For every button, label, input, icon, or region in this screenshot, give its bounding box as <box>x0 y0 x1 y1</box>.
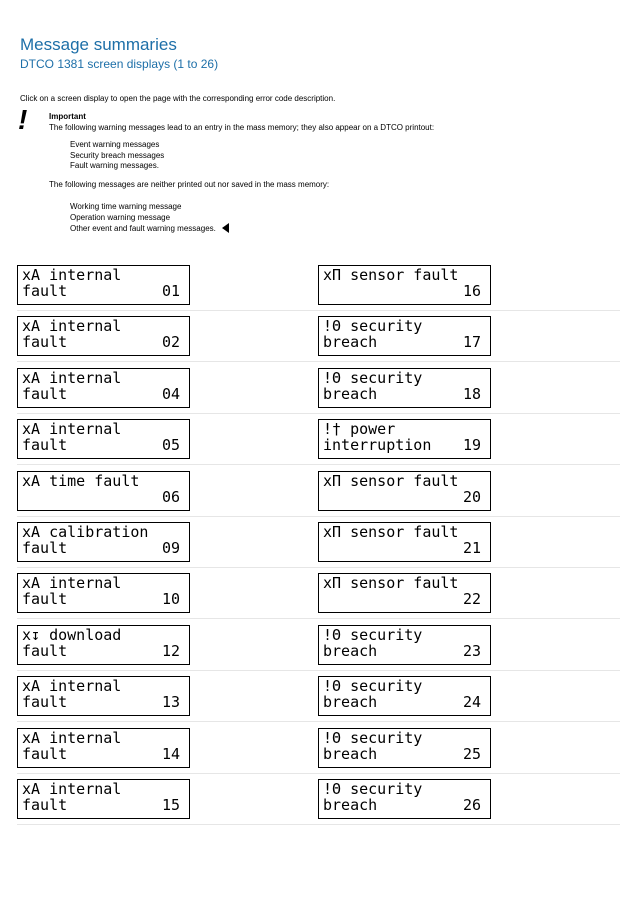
display-line-1: !Θ security <box>323 677 423 696</box>
display-line-1: !Θ security <box>323 368 423 387</box>
display-line-1: !Θ security <box>323 780 423 798</box>
display-code: 02 <box>161 333 180 352</box>
display-line-2-text: fault <box>22 539 68 557</box>
row-divider <box>17 413 620 414</box>
display-line-1: !† power <box>323 420 396 439</box>
display-line-2 <box>323 643 486 659</box>
display-line-1: xΠ sensor fault <box>323 574 459 593</box>
display-line-1: xA calibration <box>22 523 149 541</box>
row-divider <box>17 670 620 671</box>
screen-display-10[interactable] <box>17 573 190 613</box>
row-divider <box>17 464 620 465</box>
display-code: 15 <box>161 796 180 814</box>
display-line-2 <box>22 746 185 762</box>
display-line-2 <box>323 797 486 813</box>
row-divider <box>17 361 620 362</box>
warning-list <box>70 140 164 172</box>
display-code: 21 <box>462 539 481 557</box>
display-line-1: xΠ sensor fault <box>323 471 459 490</box>
screen-display-21[interactable] <box>318 522 491 562</box>
display-code: 17 <box>462 333 481 352</box>
display-line-2 <box>323 489 486 505</box>
list-item: Fault warning messages. <box>70 161 159 170</box>
display-code: 09 <box>161 539 180 557</box>
display-code: 05 <box>161 436 180 455</box>
display-line-2-text: breach <box>323 744 378 763</box>
display-line-2-text: interruption <box>323 436 432 455</box>
list-item: Operation warning message <box>70 212 171 222</box>
display-line-2 <box>323 694 486 710</box>
display-code: 26 <box>462 796 481 814</box>
display-code: 25 <box>462 744 481 763</box>
screen-display-22[interactable] <box>318 573 491 613</box>
display-line-1: xA time fault <box>22 471 140 490</box>
screen-display-19[interactable] <box>318 419 491 459</box>
display-line-1: xA internal <box>22 368 122 387</box>
display-line-1: !Θ security <box>323 317 423 336</box>
list-item <box>70 223 229 235</box>
display-line-2 <box>22 643 185 659</box>
display-line-1: x↧ download <box>22 625 122 644</box>
important-heading: Important <box>49 112 86 121</box>
display-code: 12 <box>161 641 180 660</box>
display-code: 01 <box>161 282 180 300</box>
display-line-1: xΠ sensor fault <box>323 266 459 284</box>
screen-display-12[interactable] <box>17 625 190 665</box>
page-title: Message summaries <box>20 35 177 54</box>
display-code: 24 <box>462 693 481 712</box>
display-code: 16 <box>462 282 481 300</box>
display-code: 20 <box>462 487 481 506</box>
screen-display-05[interactable] <box>17 419 190 459</box>
screen-display-23[interactable] <box>318 625 491 665</box>
display-line-2 <box>323 591 486 607</box>
screen-display-06[interactable] <box>17 471 190 511</box>
row-divider <box>17 618 620 619</box>
row-divider <box>17 824 620 825</box>
display-code: 14 <box>161 744 180 763</box>
list-item-label: Other event and fault warning messages. <box>70 224 216 233</box>
row-divider <box>17 773 620 774</box>
display-line-2 <box>323 746 486 762</box>
screen-display-18[interactable] <box>318 368 491 408</box>
display-line-2 <box>22 489 185 505</box>
display-line-2 <box>323 437 486 453</box>
display-code: 06 <box>161 487 180 506</box>
display-line-2-text: breach <box>323 693 378 712</box>
display-line-2 <box>22 437 185 453</box>
display-line-2-text: fault <box>22 282 68 300</box>
display-line-2-text: breach <box>323 796 378 814</box>
display-line-2 <box>22 334 185 350</box>
back-arrow-icon[interactable] <box>222 223 229 233</box>
display-line-1: xA internal <box>22 574 122 593</box>
screen-display-02[interactable] <box>17 316 190 356</box>
display-code: 23 <box>462 641 481 660</box>
display-line-1: xA internal <box>22 317 122 336</box>
row-divider <box>17 721 620 722</box>
display-line-2-text: fault <box>22 590 68 609</box>
display-line-2-text: breach <box>323 333 378 352</box>
display-line-1: !Θ security <box>323 625 423 644</box>
display-line-2-text: fault <box>22 436 68 455</box>
display-line-2-text: breach <box>323 384 378 403</box>
screen-display-26[interactable] <box>318 779 491 819</box>
list-item: Event warning messages <box>70 140 160 149</box>
display-line-2 <box>323 283 486 299</box>
screen-display-04[interactable] <box>17 368 190 408</box>
display-line-2 <box>22 797 185 813</box>
display-line-2 <box>22 591 185 607</box>
display-line-2-text: fault <box>22 796 68 814</box>
display-line-2 <box>323 386 486 402</box>
list-item: Security breach messages <box>70 150 165 160</box>
list-item: Working time warning message <box>70 202 182 211</box>
page-subtitle: DTCO 1381 screen displays (1 to 26) <box>20 57 219 71</box>
display-line-2 <box>323 540 486 556</box>
display-code: 22 <box>462 590 481 609</box>
screen-display-20[interactable] <box>318 471 491 511</box>
not-saved-text: The following messages are neither printed out nor saved in the mass memory: <box>49 180 330 189</box>
intro-text: Click on a screen display to open the page with the corresponding error code description. <box>20 94 336 103</box>
display-code: 19 <box>462 436 481 455</box>
display-code: 10 <box>161 590 180 609</box>
screen-display-13[interactable] <box>17 676 190 716</box>
display-line-1: !Θ security <box>323 728 423 747</box>
display-line-2 <box>22 694 185 710</box>
display-line-2 <box>22 386 185 402</box>
row-divider <box>17 567 620 568</box>
not-saved-list <box>70 202 229 235</box>
display-line-2-text: fault <box>22 744 68 763</box>
display-line-2-text: fault <box>22 384 68 403</box>
display-line-1: xA internal <box>22 420 122 439</box>
screen-display-09[interactable] <box>17 522 190 562</box>
screen-display-15[interactable] <box>17 779 190 819</box>
display-line-2 <box>22 540 185 556</box>
screen-display-14[interactable] <box>17 728 190 768</box>
row-divider <box>17 516 620 517</box>
important-icon: ! <box>18 104 28 135</box>
important-text: The following warning messages lead to an entry in the mass memory; they also appear on a DTCO printout: <box>49 123 435 132</box>
display-code: 18 <box>462 384 481 403</box>
display-code: 13 <box>161 693 180 712</box>
display-line-1: xA internal <box>22 266 122 284</box>
screen-display-16[interactable] <box>318 265 491 305</box>
screen-display-25[interactable] <box>318 728 491 768</box>
display-code: 04 <box>161 384 180 403</box>
display-line-2-text: breach <box>323 641 378 660</box>
row-divider <box>17 310 620 311</box>
screen-display-01[interactable] <box>17 265 190 305</box>
display-line-2 <box>22 283 185 299</box>
display-line-1: xA internal <box>22 677 122 696</box>
display-line-2 <box>323 334 486 350</box>
display-line-1: xA internal <box>22 728 122 747</box>
display-line-2-text: fault <box>22 641 68 660</box>
screen-display-17[interactable] <box>318 316 491 356</box>
display-line-1: xΠ sensor fault <box>323 523 459 541</box>
display-line-1: xA internal <box>22 780 122 798</box>
screen-display-24[interactable] <box>318 676 491 716</box>
display-line-2-text: fault <box>22 333 68 352</box>
display-line-2-text: fault <box>22 693 68 712</box>
